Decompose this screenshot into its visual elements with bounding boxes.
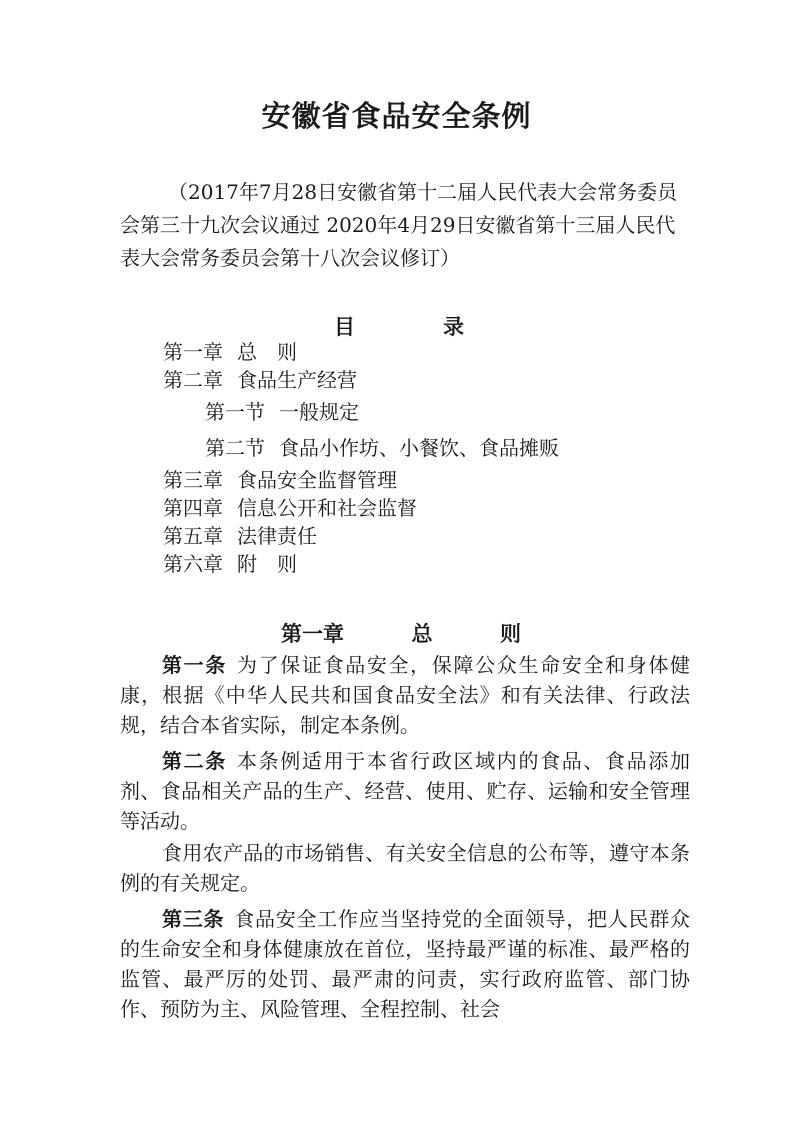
- chapter-heading: [281, 619, 521, 649]
- toc-item-num: 第四章: [163, 496, 223, 520]
- toc-item-num: 第二节: [205, 436, 265, 460]
- legislative-note: [120, 176, 690, 275]
- toc-item-num: 第六章: [163, 552, 223, 576]
- article-text: 为了保证食品安全，保障公众生命安全和身体健康，根据《中华人民共和国食品安全法》和有关法律、行政法规，结合本省实际，制定本条例。: [120, 653, 691, 737]
- legislative-note-text: （2017年7月28日安徽省第十二届人民代表大会常务委员会第三十九次会议通过 2020年4月29日安徽省第十三届人民代表大会常务委员会第十八次会议修订）: [120, 180, 678, 270]
- article-text: 本条例适用于本省行政区域内的食品、食品添加剂、食品相关产品的生产、经营、使用、贮存、运输和安全管理等活动。: [120, 749, 691, 833]
- toc-item: [163, 338, 683, 366]
- chapter-body: [120, 650, 690, 1030]
- article-text: 食品安全工作应当坚持党的全面领导，把人民群众的生命安全和身体健康放在首位，坚持最严谨的标准、最严格的监管、最严厉的处罚、最严肃的问责，实行政府监管、部门协作、预防为主、风险管理、全程控制、社会: [120, 907, 690, 1021]
- toc-item-num: 第一章: [163, 340, 223, 364]
- toc-item-title: 附 则: [237, 552, 297, 576]
- article-label: 第一条: [162, 653, 227, 677]
- article-paragraph: [120, 838, 690, 898]
- chapter-num: 第一章: [281, 622, 344, 646]
- article-paragraph: [120, 650, 690, 740]
- document-title: 安徽省食品安全条例: [261, 99, 532, 133]
- toc-item-title: 食品生产经营: [237, 368, 357, 392]
- chapter-title-a: 总: [411, 622, 433, 646]
- toc-item: [163, 494, 683, 522]
- toc-heading-left: 目: [334, 315, 355, 339]
- article-label: 第三条: [162, 907, 225, 931]
- toc-item-title: 法律责任: [237, 524, 317, 548]
- article-label: 第二条: [162, 749, 227, 773]
- toc-item-title: 一般规定: [279, 400, 359, 424]
- toc-item-title: 食品小作坊、小餐饮、食品摊贩: [279, 436, 559, 460]
- article-paragraph: [120, 746, 690, 836]
- toc-item-num: 第一节: [205, 400, 265, 424]
- toc-item-section: [163, 394, 683, 430]
- toc-item-title: 食品安全监督管理: [237, 468, 397, 492]
- table-of-contents: [163, 338, 683, 578]
- toc-item: [163, 466, 683, 494]
- article-paragraph: [120, 904, 690, 1024]
- chapter-title-b: 则: [500, 622, 521, 646]
- toc-item-num: 第五章: [163, 524, 223, 548]
- article-text: 食用农产品的市场销售、有关安全信息的公布等，遵守本条例的有关规定。: [120, 841, 690, 895]
- toc-heading-right: 录: [443, 315, 464, 339]
- toc-item: [163, 550, 683, 578]
- toc-item: [163, 522, 683, 550]
- toc-item-num: 第三章: [163, 468, 223, 492]
- toc-item-title: 总 则: [237, 340, 297, 364]
- toc-item: [163, 366, 683, 394]
- toc-item-num: 第二章: [163, 368, 223, 392]
- toc-item-title: 信息公开和社会监督: [237, 496, 417, 520]
- toc-item-section: [163, 430, 683, 466]
